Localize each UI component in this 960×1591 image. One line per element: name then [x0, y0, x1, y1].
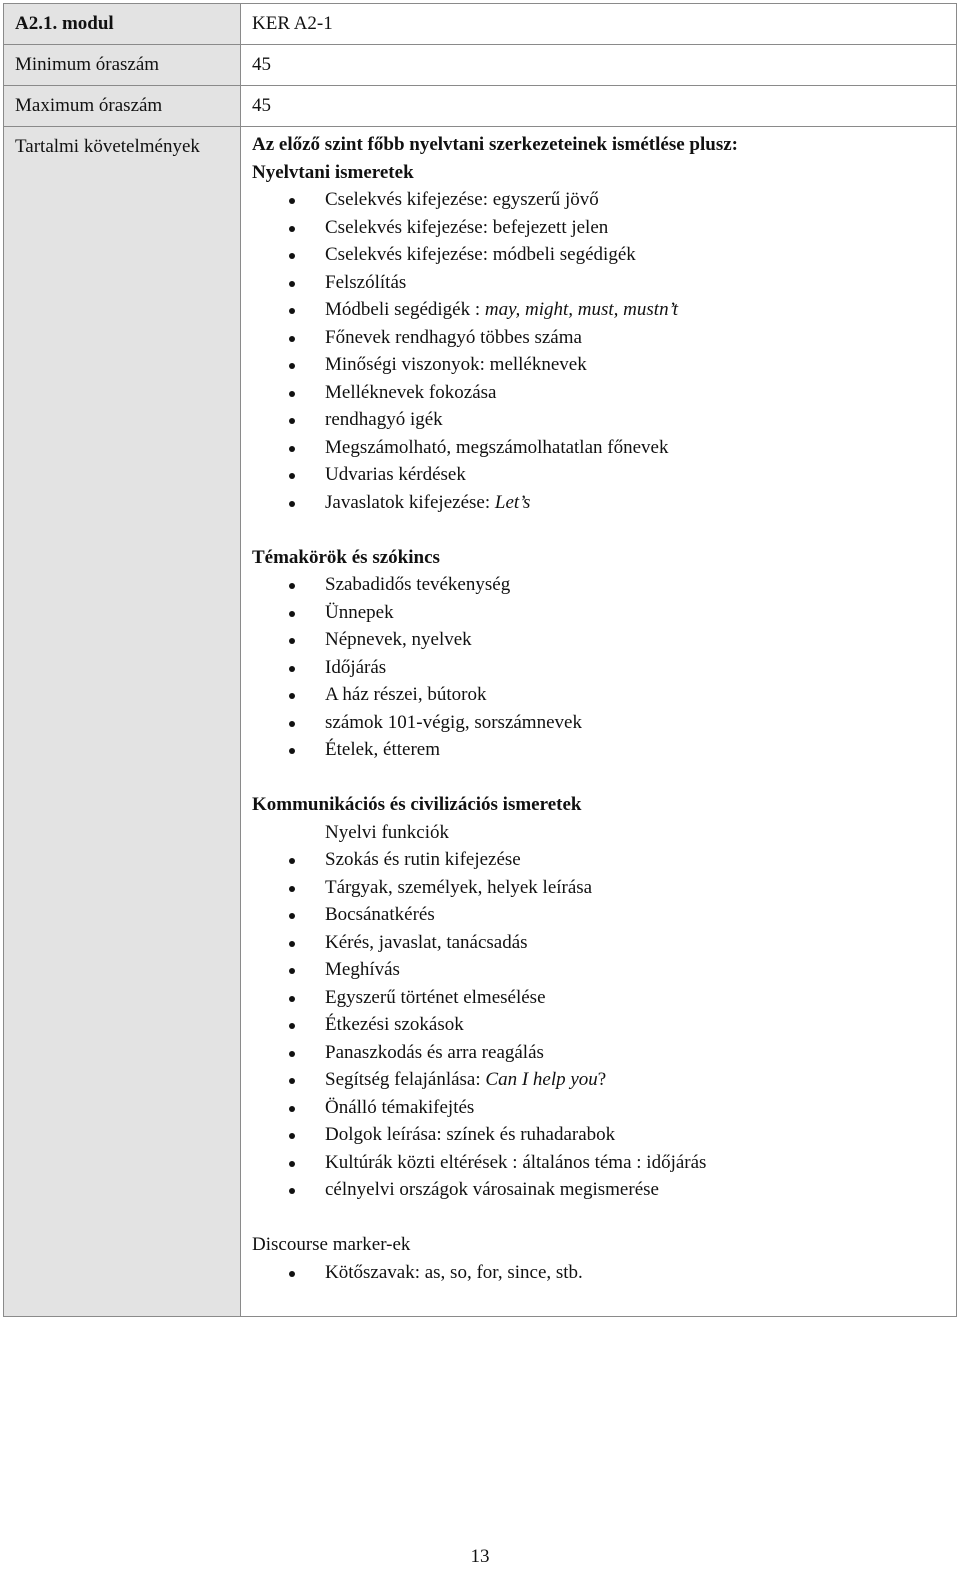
bullet-icon: [289, 721, 295, 727]
list-item: [252, 956, 956, 984]
list-item: [252, 434, 956, 462]
content-label: [4, 127, 241, 1317]
list-item-text: Étkezési szokások: [325, 1014, 464, 1035]
list-item: [252, 1039, 956, 1067]
bullet-icon: [289, 1106, 295, 1112]
bullet-icon: [289, 1271, 295, 1277]
list-item: [252, 1149, 956, 1177]
list-item-text: Panaszkodás és arra reagálás: [325, 1041, 544, 1063]
list-item-text: Kötőszavak: as, so, for, since, stb.: [325, 1261, 583, 1283]
language-functions-subheading: Nyelvi funkciók: [325, 821, 450, 843]
help-offer-italic: Can I help you: [485, 1069, 598, 1090]
list-item-text: Időjárás: [325, 656, 387, 678]
bullet-icon: [289, 913, 295, 919]
list-item: [252, 571, 956, 599]
list-item-text: Módbeli segédigék :: [325, 299, 481, 320]
list-item: [252, 296, 956, 324]
list-item: [252, 736, 956, 764]
list-item-text: Önálló témakifejtés: [325, 1096, 475, 1118]
max-hours-value: 45: [241, 86, 957, 127]
list-item-text: A ház részei, bútorok: [325, 684, 487, 705]
list-item-text: célnyelvi országok városainak megismerése: [325, 1179, 659, 1200]
bullet-icon: [289, 638, 295, 644]
list-item-text: Főnevek rendhagyó többes száma: [325, 326, 582, 348]
list-item-text: Meghívás: [325, 959, 400, 980]
bullet-icon: [289, 1051, 295, 1057]
list-item: [252, 654, 956, 682]
list-item: [252, 1176, 956, 1204]
list-item-text: Egyszerű történet elmesélése: [325, 986, 546, 1008]
list-item-text: Kultúrák közti eltérések : általános téma : időjárás: [325, 1151, 707, 1173]
lets-italic: Let’s: [494, 491, 531, 513]
list-item-text: Felszólítás: [325, 271, 407, 293]
list-item: [252, 929, 956, 957]
list-item-text: Bocsánatkérés: [325, 904, 435, 925]
list-item: [252, 846, 956, 874]
bullet-icon: [289, 363, 295, 369]
bullet-icon: [289, 748, 295, 754]
bullet-icon: [289, 1133, 295, 1139]
list-item-text: Ételek, étterem: [325, 739, 440, 760]
spacer: [252, 1204, 956, 1232]
content-label-text: Tartalmi követelmények: [15, 136, 200, 157]
content-cell: [241, 127, 957, 1317]
list-item: [252, 186, 956, 214]
bullet-icon: [289, 858, 295, 864]
max-hours-row: [4, 86, 957, 127]
list-item: [252, 1066, 956, 1094]
list-item-text: Cselekvés kifejezése: befejezett jelen: [325, 216, 609, 238]
module-row: [4, 4, 957, 45]
bullet-icon: [289, 473, 295, 479]
intro-text: Az előző szint főbb nyelvtani szerkezeteinek ismétlése plusz:: [252, 134, 738, 155]
topics-heading: Témakörök és szókincs: [252, 546, 440, 568]
bullet-icon: [289, 1188, 295, 1194]
list-item: [252, 379, 956, 407]
min-hours-row: [4, 45, 957, 86]
list-item-text: Kérés, javaslat, tanácsadás: [325, 931, 528, 953]
page-number: 13: [470, 1546, 490, 1567]
bullet-icon: [289, 666, 295, 672]
bullet-icon: [289, 198, 295, 204]
list-item-text: Ünnepek: [325, 601, 394, 623]
bullet-icon: [289, 501, 295, 507]
bullet-icon: [289, 1161, 295, 1167]
min-hours-value: 45: [241, 45, 957, 86]
topics-list: [252, 571, 956, 764]
list-item-text: Tárgyak, személyek, helyek leírása: [325, 876, 593, 898]
discourse-heading: Discourse marker-ek: [252, 1234, 411, 1255]
min-hours-label: Minimum óraszám: [4, 45, 241, 86]
content-row: [4, 127, 957, 1317]
list-item: [252, 1121, 956, 1149]
communication-heading: Kommunikációs és civilizációs ismeretek: [252, 794, 582, 815]
list-item-text: Segítség felajánlása:: [325, 1069, 481, 1090]
bullet-icon: [289, 446, 295, 452]
list-item: [252, 1011, 956, 1039]
list-item-text: Minőségi viszonyok: melléknevek: [325, 354, 587, 375]
list-item-text: Cselekvés kifejezése: egyszerű jövő: [325, 189, 599, 210]
bullet-icon: [289, 226, 295, 232]
list-item: [252, 406, 956, 434]
grammar-heading: Nyelvtani ismeretek: [252, 161, 414, 183]
max-hours-label: Maximum óraszám: [4, 86, 241, 127]
bullet-icon: [289, 611, 295, 617]
list-item: [252, 461, 956, 489]
list-item: [252, 901, 956, 929]
list-item-text: Szabadidős tevékenység: [325, 574, 511, 595]
bullet-icon: [289, 391, 295, 397]
list-item-text: rendhagyó igék: [325, 409, 443, 430]
list-item: [252, 241, 956, 269]
list-item: [252, 599, 956, 627]
module-table: [3, 3, 957, 1317]
list-item: [252, 709, 956, 737]
list-item: [252, 269, 956, 297]
bullet-icon: [289, 418, 295, 424]
list-item: [252, 626, 956, 654]
list-item: [252, 1094, 956, 1122]
bullet-icon: [289, 1023, 295, 1029]
communication-list: [252, 846, 956, 1204]
list-item: [252, 214, 956, 242]
list-item: [252, 351, 956, 379]
list-item-text: Dolgok leírása: színek és ruhadarabok: [325, 1124, 616, 1145]
spacer: [252, 516, 956, 544]
list-item: [252, 324, 956, 352]
list-item: [252, 1259, 956, 1287]
module-label: A2.1. modul: [4, 4, 241, 45]
list-item: [252, 874, 956, 902]
list-item-text: Melléknevek fokozása: [325, 381, 497, 403]
bullet-icon: [289, 968, 295, 974]
bullet-icon: [289, 308, 295, 314]
list-item-text: Cselekvés kifejezése: módbeli segédigék: [325, 244, 636, 265]
bullet-icon: [289, 886, 295, 892]
bullet-icon: [289, 583, 295, 589]
list-item-text: Javaslatok kifejezése:: [325, 491, 491, 513]
bullet-icon: [289, 253, 295, 259]
list-item: [252, 681, 956, 709]
spacer: [252, 764, 956, 792]
grammar-list: [252, 186, 956, 516]
list-item: [252, 489, 956, 517]
bullet-icon: [289, 1078, 295, 1084]
help-offer-suffix: ?: [597, 1069, 607, 1090]
list-item-text: Megszámolható, megszámolhatatlan főnevek: [325, 436, 669, 458]
discourse-list: [252, 1259, 956, 1287]
list-item-text: számok 101-végig, sorszámnevek: [325, 711, 582, 733]
bullet-icon: [289, 693, 295, 699]
bullet-icon: [289, 336, 295, 342]
module-code: KER A2-1: [241, 4, 957, 45]
bullet-icon: [289, 941, 295, 947]
list-item-text: Népnevek, nyelvek: [325, 629, 472, 650]
bullet-icon: [289, 281, 295, 287]
list-item-text: Szokás és rutin kifejezése: [325, 849, 521, 870]
list-item-text: Udvarias kérdések: [325, 464, 466, 485]
bullet-icon: [289, 996, 295, 1002]
list-item: [252, 984, 956, 1012]
modal-verbs-italic: may, might, must, mustn’t: [484, 299, 679, 320]
